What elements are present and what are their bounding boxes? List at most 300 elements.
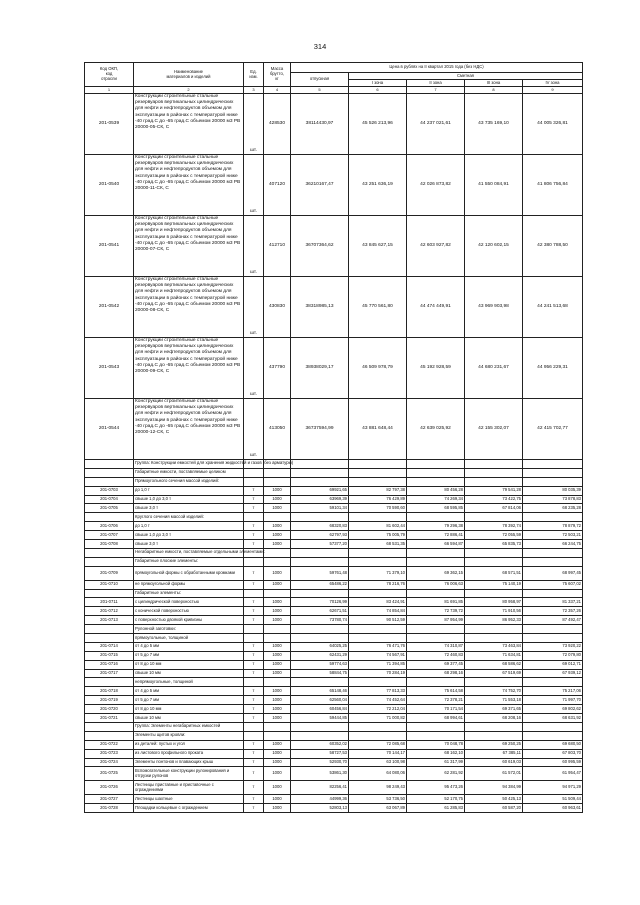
header-price: Цена в рублях на II квартал 2015 года (без НДС): [291, 63, 583, 73]
row-zone-2-price: 69 362,15: [407, 566, 465, 580]
row-zone-2-price: 42 026 873,82: [407, 155, 465, 216]
row-mass: 407120: [264, 155, 291, 216]
row-release-price: 59444,85: [291, 714, 349, 723]
row-zone-1-price: 71 379,10: [349, 566, 407, 580]
row-name: свыше 1,0 до 3,0 т: [134, 495, 244, 504]
table-row: [85, 607, 583, 616]
row-zone-3-price: 69 371,65: [465, 705, 523, 714]
empty-cell: [244, 731, 264, 740]
row-code: 201-0539: [85, 94, 134, 155]
row-zone-4-price: 68 235,28: [523, 504, 583, 513]
table-row: [85, 767, 583, 781]
row-mass: 430830: [264, 277, 291, 338]
row-unit: шт.: [244, 155, 264, 216]
row-zone-4-price: 44 005 326,81: [523, 94, 583, 155]
row-zone-1-price: 74 854,84: [349, 607, 407, 616]
row-code: 201-0714: [85, 642, 134, 651]
empty-cell: [465, 625, 523, 634]
section-title: Габаритные элементы:: [134, 589, 244, 598]
row-zone-3-price: 68 586,62: [465, 660, 523, 669]
row-unit: т: [244, 540, 264, 549]
page-number: 314: [313, 42, 327, 51]
section-header-row: [85, 625, 583, 634]
row-zone-4-price: 71 997,70: [523, 696, 583, 705]
empty-cell: [465, 678, 523, 687]
column-number: 1: [85, 87, 134, 94]
empty-cell: [85, 477, 134, 486]
row-unit: т: [244, 531, 264, 540]
empty-cell: [291, 513, 349, 522]
row-code: 201-0719: [85, 696, 134, 705]
column-numbers-row: [85, 87, 583, 94]
row-release-price: 59761,48: [291, 566, 349, 580]
empty-cell: [407, 513, 465, 522]
empty-cell: [349, 477, 407, 486]
empty-cell: [407, 477, 465, 486]
table-row: [85, 749, 583, 758]
row-zone-4-price: 44 956 229,31: [523, 338, 583, 399]
empty-cell: [523, 557, 583, 566]
header-zone-2: II зона: [407, 80, 465, 87]
row-unit: т: [244, 598, 264, 607]
empty-cell: [349, 589, 407, 598]
row-mass: 1000: [264, 616, 291, 625]
row-code: 201-0726: [85, 781, 134, 795]
row-zone-3-price: 42 120 602,15: [465, 216, 523, 277]
empty-cell: [291, 460, 349, 469]
empty-cell: [291, 731, 349, 740]
row-zone-2-price: 72 378,21: [407, 696, 465, 705]
row-zone-2-price: 72 739,72: [407, 607, 465, 616]
row-unit: шт.: [244, 277, 264, 338]
row-mass: 1000: [264, 696, 291, 705]
row-release-price: 82256,41: [291, 781, 349, 795]
row-code: 201-0716: [85, 660, 134, 669]
row-release-price: 57377,20: [291, 540, 349, 549]
row-name: до 1,0 т: [134, 522, 244, 531]
section-header-row: [85, 557, 583, 566]
row-release-price: 36210167,47: [291, 155, 349, 216]
row-zone-2-price: 70 171,54: [407, 705, 465, 714]
table-row: [85, 781, 583, 795]
table-row: [85, 651, 583, 660]
empty-cell: [523, 731, 583, 740]
table-row: [85, 155, 583, 216]
empty-cell: [85, 678, 134, 687]
empty-cell: [349, 460, 407, 469]
row-mass: 1000: [264, 651, 291, 660]
row-zone-2-price: 42 603 927,82: [407, 216, 465, 277]
row-mass: 1000: [264, 598, 291, 607]
row-release-price: 65148,46: [291, 687, 349, 696]
row-release-price: 62797,93: [291, 531, 349, 540]
empty-cell: [523, 468, 583, 477]
section-header-row: [85, 460, 583, 469]
empty-cell: [407, 589, 465, 598]
empty-cell: [349, 625, 407, 634]
header-release: отпускная: [291, 73, 349, 87]
row-release-price: 59101,34: [291, 504, 349, 513]
empty-cell: [291, 477, 349, 486]
table-row: [85, 616, 583, 625]
row-zone-3-price: 71 553,18: [465, 696, 523, 705]
row-name: свыше 3,0 т: [134, 504, 244, 513]
empty-cell: [244, 625, 264, 634]
row-zone-2-price: 66 594,87: [407, 540, 465, 549]
row-zone-4-price: 72 079,80: [523, 651, 583, 660]
table-row: [85, 399, 583, 460]
row-mass: 437790: [264, 338, 291, 399]
row-zone-3-price: 79 541,28: [465, 486, 523, 495]
row-unit: т: [244, 740, 264, 749]
row-mass: 428530: [264, 94, 291, 155]
row-code: 201-0725: [85, 767, 134, 781]
row-mass: 1000: [264, 580, 291, 589]
row-zone-1-price: 45 526 213,96: [349, 94, 407, 155]
empty-cell: [85, 634, 134, 643]
row-mass: 1000: [264, 660, 291, 669]
empty-cell: [465, 731, 523, 740]
empty-cell: [465, 468, 523, 477]
row-zone-2-price: 68 298,16: [407, 669, 465, 678]
column-number: 8: [465, 87, 523, 94]
row-name: Конструкции строительные стальные резервуаров вертикальных цилиндрических для нефти и нефтепродуктов объемом для эксплуатации в районах с температурой ниже -40 град.С до -65 град.С объемом 20000 м3 РВ 20000-08-СК, С: [134, 277, 244, 338]
empty-cell: [349, 513, 407, 522]
row-zone-4-price: 87 492,47: [523, 616, 583, 625]
row-name: с поверхностью двоякой кривизны: [134, 616, 244, 625]
row-zone-1-price: 45 770 561,80: [349, 277, 407, 338]
row-zone-4-price: 69 802,62: [523, 705, 583, 714]
row-zone-1-price: 43 845 627,15: [349, 216, 407, 277]
row-zone-2-price: 61 317,99: [407, 758, 465, 767]
row-zone-2-price: 87 954,99: [407, 616, 465, 625]
row-zone-3-price: 75 140,19: [465, 580, 523, 589]
row-release-price: 36737594,99: [291, 399, 349, 460]
row-zone-2-price: 74 269,34: [407, 495, 465, 504]
row-zone-1-price: 70 590,60: [349, 504, 407, 513]
header-zone-3: III зона: [465, 80, 523, 87]
row-unit: т: [244, 607, 264, 616]
section-title: Группа: Элементы негабаритных емкостей: [134, 722, 244, 731]
table-row: [85, 566, 583, 580]
empty-cell: [465, 722, 523, 731]
empty-cell: [291, 678, 349, 687]
empty-cell: [407, 557, 465, 566]
row-release-price: 38318985,13: [291, 277, 349, 338]
empty-cell: [85, 722, 134, 731]
empty-cell: [349, 722, 407, 731]
empty-cell: [244, 468, 264, 477]
table-row: [85, 804, 583, 813]
section-title: Рулонной заготовки:: [134, 625, 244, 634]
row-mass: 1000: [264, 669, 291, 678]
row-name: Конструкции строительные стальные резервуаров вертикальных цилиндрических для нефти и нефтепродуктов объемом для эксплуатации в районах с температурой ниже -40 град.С до -65 град.С объемом 20000 м3 РВ 20000-05-СК, С: [134, 94, 244, 155]
empty-cell: [85, 731, 134, 740]
table-row: [85, 504, 583, 513]
row-zone-2-price: 80 456,28: [407, 486, 465, 495]
row-zone-3-price: 67 519,69: [465, 669, 523, 678]
row-unit: т: [244, 580, 264, 589]
row-zone-2-price: 42 639 025,92: [407, 399, 465, 460]
table-row: [85, 687, 583, 696]
row-unit: т: [244, 758, 264, 767]
empty-cell: [244, 722, 264, 731]
row-zone-1-price: 43 251 636,19: [349, 155, 407, 216]
row-zone-1-price: 72 212,04: [349, 705, 407, 714]
row-zone-3-price: 60 619,03: [465, 758, 523, 767]
row-release-price: 38114430,97: [291, 94, 349, 155]
row-release-price: 65486,22: [291, 580, 349, 589]
table-row: [85, 531, 583, 540]
table-row: [85, 580, 583, 589]
empty-cell: [85, 557, 134, 566]
empty-cell: [523, 589, 583, 598]
section-title: Прямоугольного сечения массой изделий:: [134, 477, 244, 486]
table-row: [85, 486, 583, 495]
row-name: не прямоугольной формы: [134, 580, 244, 589]
column-number: 2: [134, 87, 244, 94]
row-zone-1-price: 71 394,85: [349, 660, 407, 669]
row-zone-1-price: 76 471,76: [349, 642, 407, 651]
row-unit: т: [244, 696, 264, 705]
empty-cell: [465, 477, 523, 486]
row-name: свыше 3,0 т: [134, 540, 244, 549]
section-header-row: [85, 477, 583, 486]
row-name: от 4 до 5 мм: [134, 642, 244, 651]
row-code: 201-0706: [85, 522, 134, 531]
header-zone-4: IV зона: [523, 80, 583, 87]
row-zone-3-price: 41 550 084,91: [465, 155, 523, 216]
column-number: 7: [407, 87, 465, 94]
row-name: Площадки кольцевые с ограждением: [134, 804, 244, 813]
row-mass: 1000: [264, 495, 291, 504]
section-header-row: [85, 548, 583, 557]
empty-cell: [407, 548, 465, 557]
row-zone-2-price: 72 460,83: [407, 651, 465, 660]
row-zone-3-price: 73 463,84: [465, 642, 523, 651]
row-zone-4-price: 60 995,59: [523, 758, 583, 767]
table-row: [85, 669, 583, 678]
row-release-price: 36707364,62: [291, 216, 349, 277]
row-zone-4-price: 94 971,29: [523, 781, 583, 795]
row-unit: т: [244, 642, 264, 651]
row-zone-4-price: 42 380 788,50: [523, 216, 583, 277]
row-unit: т: [244, 795, 264, 804]
row-zone-1-price: 74 452,64: [349, 696, 407, 705]
row-zone-4-price: 66 244,75: [523, 540, 583, 549]
row-zone-4-price: 67 803,70: [523, 749, 583, 758]
section-title: Группа: Конструкции емкостей для хранения жидкостей и газов (без арматуры): [134, 460, 244, 469]
empty-cell: [264, 678, 291, 687]
empty-cell: [244, 513, 264, 522]
empty-cell: [264, 722, 291, 731]
empty-cell: [349, 468, 407, 477]
row-name: Конструкции строительные стальные резервуаров вертикальных цилиндрических для нефти и нефтепродуктов объемом для эксплуатации в районах с температурой ниже -40 град.С до -65 град.С объемом 20000 м3 РВ 20000-07-СК, С: [134, 216, 244, 277]
row-zone-4-price: 69 012,71: [523, 660, 583, 669]
section-title: Элементы щитов кровли:: [134, 731, 244, 740]
empty-cell: [407, 634, 465, 643]
header-mass: Масса брутто, кг: [264, 63, 291, 87]
row-code: 201-0707: [85, 531, 134, 540]
row-zone-1-price: 63 067,89: [349, 804, 407, 813]
empty-cell: [523, 722, 583, 731]
empty-cell: [465, 634, 523, 643]
row-zone-3-price: 50 425,13: [465, 795, 523, 804]
row-unit: т: [244, 804, 264, 813]
row-unit: шт.: [244, 94, 264, 155]
row-code: 201-0541: [85, 216, 134, 277]
header-name: Наименование материалов и изделий: [134, 63, 244, 87]
row-release-price: 73780,74: [291, 616, 349, 625]
empty-cell: [85, 513, 134, 522]
row-unit: т: [244, 566, 264, 580]
row-name: Элементы понтонов и плавающих крыш: [134, 758, 244, 767]
row-zone-2-price: 79 296,38: [407, 522, 465, 531]
row-zone-1-price: 77 813,33: [349, 687, 407, 696]
row-mass: 1000: [264, 687, 291, 696]
row-zone-2-price: 52 170,75: [407, 795, 465, 804]
row-zone-4-price: 75 607,02: [523, 580, 583, 589]
row-zone-3-price: 67 814,06: [465, 504, 523, 513]
row-name: от 5 до 7 мм: [134, 696, 244, 705]
row-mass: 1000: [264, 705, 291, 714]
table-row: [85, 216, 583, 277]
row-release-price: 62671,51: [291, 607, 349, 616]
row-name: с конической поверхностью: [134, 607, 244, 616]
row-mass: 1000: [264, 767, 291, 781]
row-code: 201-0718: [85, 687, 134, 696]
empty-cell: [465, 557, 523, 566]
header-estimate: Сметная: [349, 73, 583, 80]
empty-cell: [523, 548, 583, 557]
row-code: 201-0717: [85, 669, 134, 678]
table-row: [85, 696, 583, 705]
row-zone-2-price: 68 994,61: [407, 714, 465, 723]
section-header-row: [85, 589, 583, 598]
row-zone-1-price: 70 144,17: [349, 749, 407, 758]
row-code: 201-0540: [85, 155, 134, 216]
row-zone-4-price: 81 337,21: [523, 598, 583, 607]
row-zone-1-price: 83 424,91: [349, 598, 407, 607]
header-unit: Ед. изм.: [244, 63, 264, 87]
row-unit: шт.: [244, 338, 264, 399]
row-zone-4-price: 72 357,26: [523, 607, 583, 616]
row-unit: шт.: [244, 216, 264, 277]
column-number: 4: [264, 87, 291, 94]
row-mass: 1000: [264, 714, 291, 723]
row-zone-1-price: 70 284,19: [349, 669, 407, 678]
row-release-price: 58727,53: [291, 749, 349, 758]
row-release-price: 64025,25: [291, 642, 349, 651]
table-header: [85, 63, 583, 94]
row-zone-3-price: 71 910,56: [465, 607, 523, 616]
empty-cell: [523, 513, 583, 522]
row-zone-2-price: 70 048,78: [407, 740, 465, 749]
row-name: свыше 10 мм: [134, 714, 244, 723]
row-name: из листового профильного проката: [134, 749, 244, 758]
section-header-row: [85, 722, 583, 731]
row-mass: 1000: [264, 566, 291, 580]
row-unit: т: [244, 714, 264, 723]
row-release-price: 68320,83: [291, 522, 349, 531]
empty-cell: [85, 589, 134, 598]
row-release-price: 60352,02: [291, 740, 349, 749]
row-release-price: 63969,39: [291, 495, 349, 504]
section-title: прямоугольные, толщиной: [134, 634, 244, 643]
empty-cell: [291, 722, 349, 731]
empty-cell: [291, 634, 349, 643]
row-unit: т: [244, 504, 264, 513]
row-code: 201-0703: [85, 486, 134, 495]
empty-cell: [349, 678, 407, 687]
row-zone-2-price: 68 595,85: [407, 504, 465, 513]
empty-cell: [407, 625, 465, 634]
row-name: Лестницы приставные и приставочные с ограждениями: [134, 781, 244, 795]
row-zone-3-price: 60 587,20: [465, 804, 523, 813]
row-mass: 1000: [264, 740, 291, 749]
row-zone-1-price: 71 000,82: [349, 714, 407, 723]
row-zone-1-price: 43 881 648,44: [349, 399, 407, 460]
item-rows: [85, 460, 583, 813]
row-zone-2-price: 62 281,92: [407, 767, 465, 781]
column-number: 6: [349, 87, 407, 94]
empty-cell: [264, 634, 291, 643]
row-zone-3-price: 72 055,59: [465, 531, 523, 540]
row-release-price: 53861,30: [291, 767, 349, 781]
row-zone-4-price: 61 954,47: [523, 767, 583, 781]
row-mass: 1000: [264, 781, 291, 795]
table-row: [85, 758, 583, 767]
row-zone-1-price: 75 005,79: [349, 531, 407, 540]
row-zone-4-price: 44 241 513,68: [523, 277, 583, 338]
empty-cell: [349, 557, 407, 566]
empty-cell: [523, 678, 583, 687]
row-zone-4-price: 42 415 702,77: [523, 399, 583, 460]
row-unit: т: [244, 767, 264, 781]
row-code: 201-0724: [85, 758, 134, 767]
row-zone-1-price: 74 567,91: [349, 651, 407, 660]
section-title: непрямоугольные, толщиной: [134, 678, 244, 687]
row-zone-2-price: 44 237 021,61: [407, 94, 465, 155]
row-zone-4-price: 80 035,39: [523, 486, 583, 495]
row-code: 201-0704: [85, 495, 134, 504]
table-row: [85, 660, 583, 669]
row-mass: 1000: [264, 607, 291, 616]
empty-cell: [264, 513, 291, 522]
row-unit: т: [244, 669, 264, 678]
row-zone-3-price: 43 969 903,98: [465, 277, 523, 338]
row-zone-3-price: 71 634,81: [465, 651, 523, 660]
empty-cell: [291, 548, 349, 557]
header-zone-1: I зона: [349, 80, 407, 87]
row-unit: т: [244, 749, 264, 758]
row-zone-3-price: 67 385,11: [465, 749, 523, 758]
row-mass: 1000: [264, 795, 291, 804]
row-zone-3-price: 42 155 302,07: [465, 399, 523, 460]
row-unit: т: [244, 687, 264, 696]
row-zone-3-price: 78 392,74: [465, 522, 523, 531]
row-release-price: 62560,04: [291, 696, 349, 705]
row-release-price: 52930,70: [291, 758, 349, 767]
row-zone-3-price: 43 735 169,10: [465, 94, 523, 155]
empty-cell: [349, 548, 407, 557]
row-code: 201-0723: [85, 749, 134, 758]
row-code: 201-0712: [85, 607, 134, 616]
row-zone-1-price: 72 085,68: [349, 740, 407, 749]
row-name: Лестницы шахтные: [134, 795, 244, 804]
row-zone-4-price: 78 879,72: [523, 522, 583, 531]
row-name: Конструкции строительные стальные резервуаров вертикальных цилиндрических для нефти и нефтепродуктов объемом для эксплуатации в районах с температурой ниже -40 град.С до -65 град.С объемом 20000 м3 РВ 20000-11-СК, С: [134, 155, 244, 216]
